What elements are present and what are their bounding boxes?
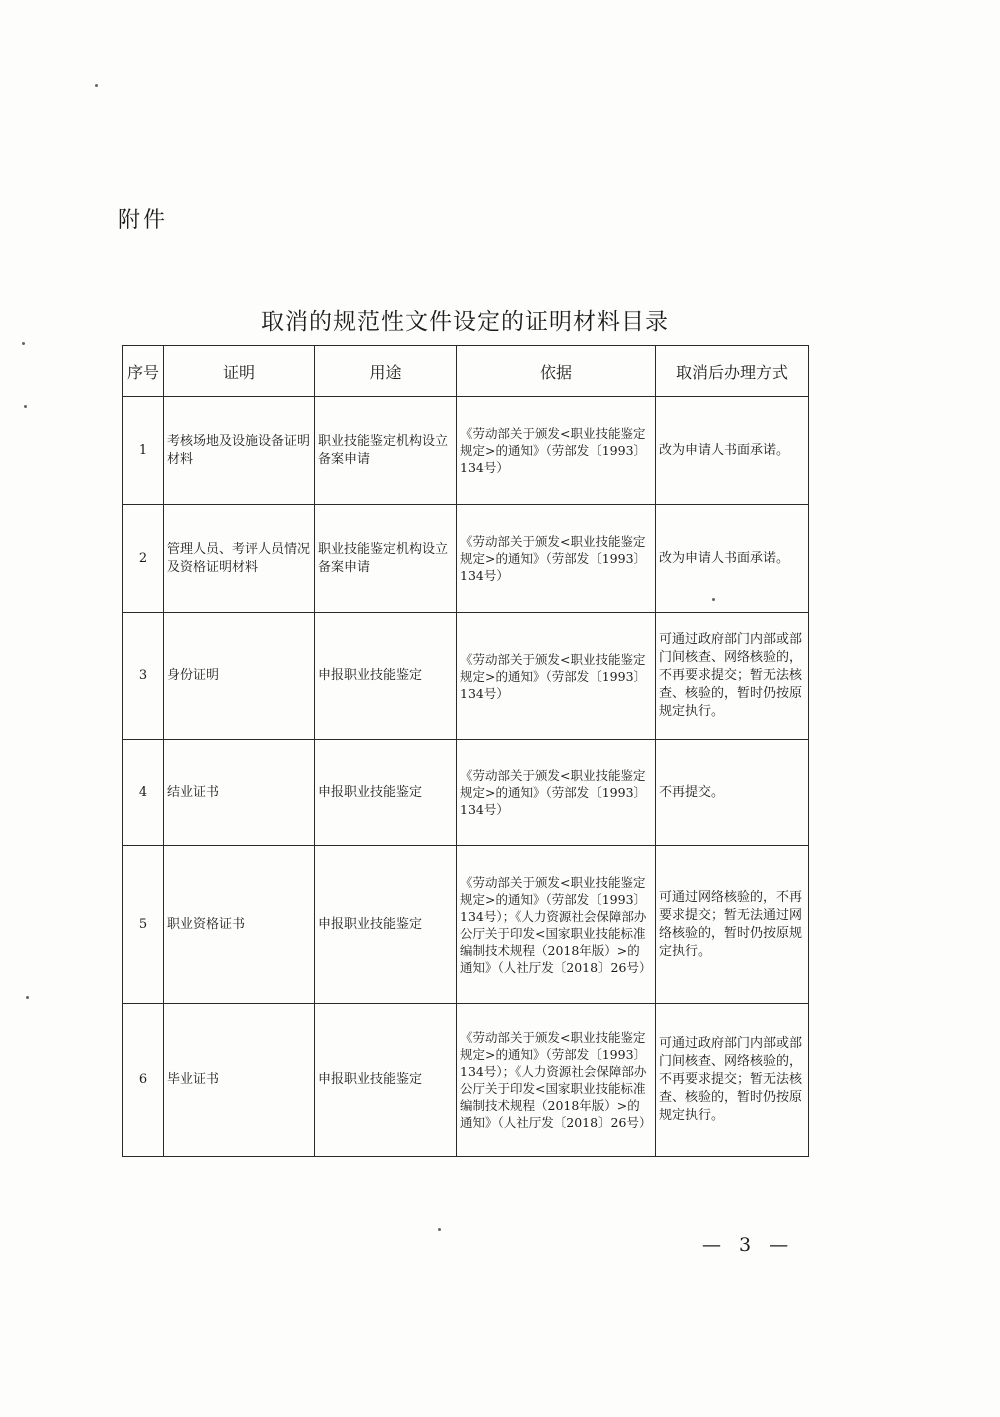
row-number: 1 (123, 397, 164, 505)
row-handling-method: 改为申请人书面承诺。 (656, 397, 809, 505)
row-number: 6 (123, 1004, 164, 1157)
row-basis: 《劳动部关于颁发<职业技能鉴定规定>的通知》（劳部发〔1993〕134号）；《人力资源社会保障部办公厅关于印发<国家职业技能标准编制技术规程（2018年版）>的通知》（人社厅发〔2018〕26号） (457, 1004, 656, 1157)
table-row (123, 1004, 809, 1157)
row-basis: 《劳动部关于颁发<职业技能鉴定规定>的通知》（劳部发〔1993〕134号） (457, 505, 656, 613)
row-basis: 《劳动部关于颁发<职业技能鉴定规定>的通知》（劳部发〔1993〕134号） (457, 740, 656, 846)
row-handling-method: 不再提交。 (656, 740, 809, 846)
row-number: 3 (123, 613, 164, 740)
scan-speck (24, 405, 27, 408)
header-certificate: 证明 (164, 346, 315, 397)
row-purpose: 职业技能鉴定机构设立备案申请 (315, 397, 457, 505)
row-handling-method: 改为申请人书面承诺。 (656, 505, 809, 613)
row-certificate: 考核场地及设施设备证明材料 (164, 397, 315, 505)
row-purpose: 申报职业技能鉴定 (315, 740, 457, 846)
certificate-table (122, 345, 809, 1157)
row-number: 4 (123, 740, 164, 846)
row-certificate: 结业证书 (164, 740, 315, 846)
row-purpose: 职业技能鉴定机构设立备案申请 (315, 505, 457, 613)
row-basis: 《劳动部关于颁发<职业技能鉴定规定>的通知》（劳部发〔1993〕134号） (457, 613, 656, 740)
row-number: 5 (123, 846, 164, 1004)
table-row (123, 846, 809, 1004)
row-purpose: 申报职业技能鉴定 (315, 846, 457, 1004)
row-basis: 《劳动部关于颁发<职业技能鉴定规定>的通知》（劳部发〔1993〕134号） (457, 397, 656, 505)
scan-speck (22, 342, 25, 345)
row-basis: 《劳动部关于颁发<职业技能鉴定规定>的通知》（劳部发〔1993〕134号）；《人力资源社会保障部办公厅关于印发<国家职业技能标准编制技术规程（2018年版）>的通知》（人社厅发〔2018〕26号） (457, 846, 656, 1004)
scan-speck (95, 84, 98, 87)
row-number: 2 (123, 505, 164, 613)
row-certificate: 职业资格证书 (164, 846, 315, 1004)
row-certificate: 管理人员、考评人员情况及资格证明材料 (164, 505, 315, 613)
header-handling-method: 取消后办理方式 (656, 346, 809, 397)
table-row (123, 397, 809, 505)
header-basis: 依据 (457, 346, 656, 397)
row-purpose: 申报职业技能鉴定 (315, 613, 457, 740)
scan-speck (438, 1228, 441, 1231)
row-certificate: 毕业证书 (164, 1004, 315, 1157)
row-purpose: 申报职业技能鉴定 (315, 1004, 457, 1157)
document-title: 取消的规范性文件设定的证明材料目录 (261, 309, 669, 335)
scan-speck (712, 598, 715, 601)
header-serial-number: 序号 (123, 346, 164, 397)
page-number: — 3 — (702, 1234, 795, 1256)
attachment-label: 附件 (118, 208, 169, 233)
row-handling-method: 可通过政府部门内部或部门间核查、网络核验的，不再要求提交；暂无法核查、核验的，暂时仍按原规定执行。 (656, 1004, 809, 1157)
row-handling-method: 可通过政府部门内部或部门间核查、网络核验的，不再要求提交；暂无法核查、核验的，暂时仍按原规定执行。 (656, 613, 809, 740)
table-row (123, 505, 809, 613)
table-row (123, 740, 809, 846)
row-certificate: 身份证明 (164, 613, 315, 740)
table-row (123, 613, 809, 740)
row-handling-method: 可通过网络核验的，不再要求提交；暂无法通过网络核验的，暂时仍按原规定执行。 (656, 846, 809, 1004)
scan-speck (26, 996, 29, 999)
table-header-row (123, 346, 809, 397)
header-purpose: 用途 (315, 346, 457, 397)
